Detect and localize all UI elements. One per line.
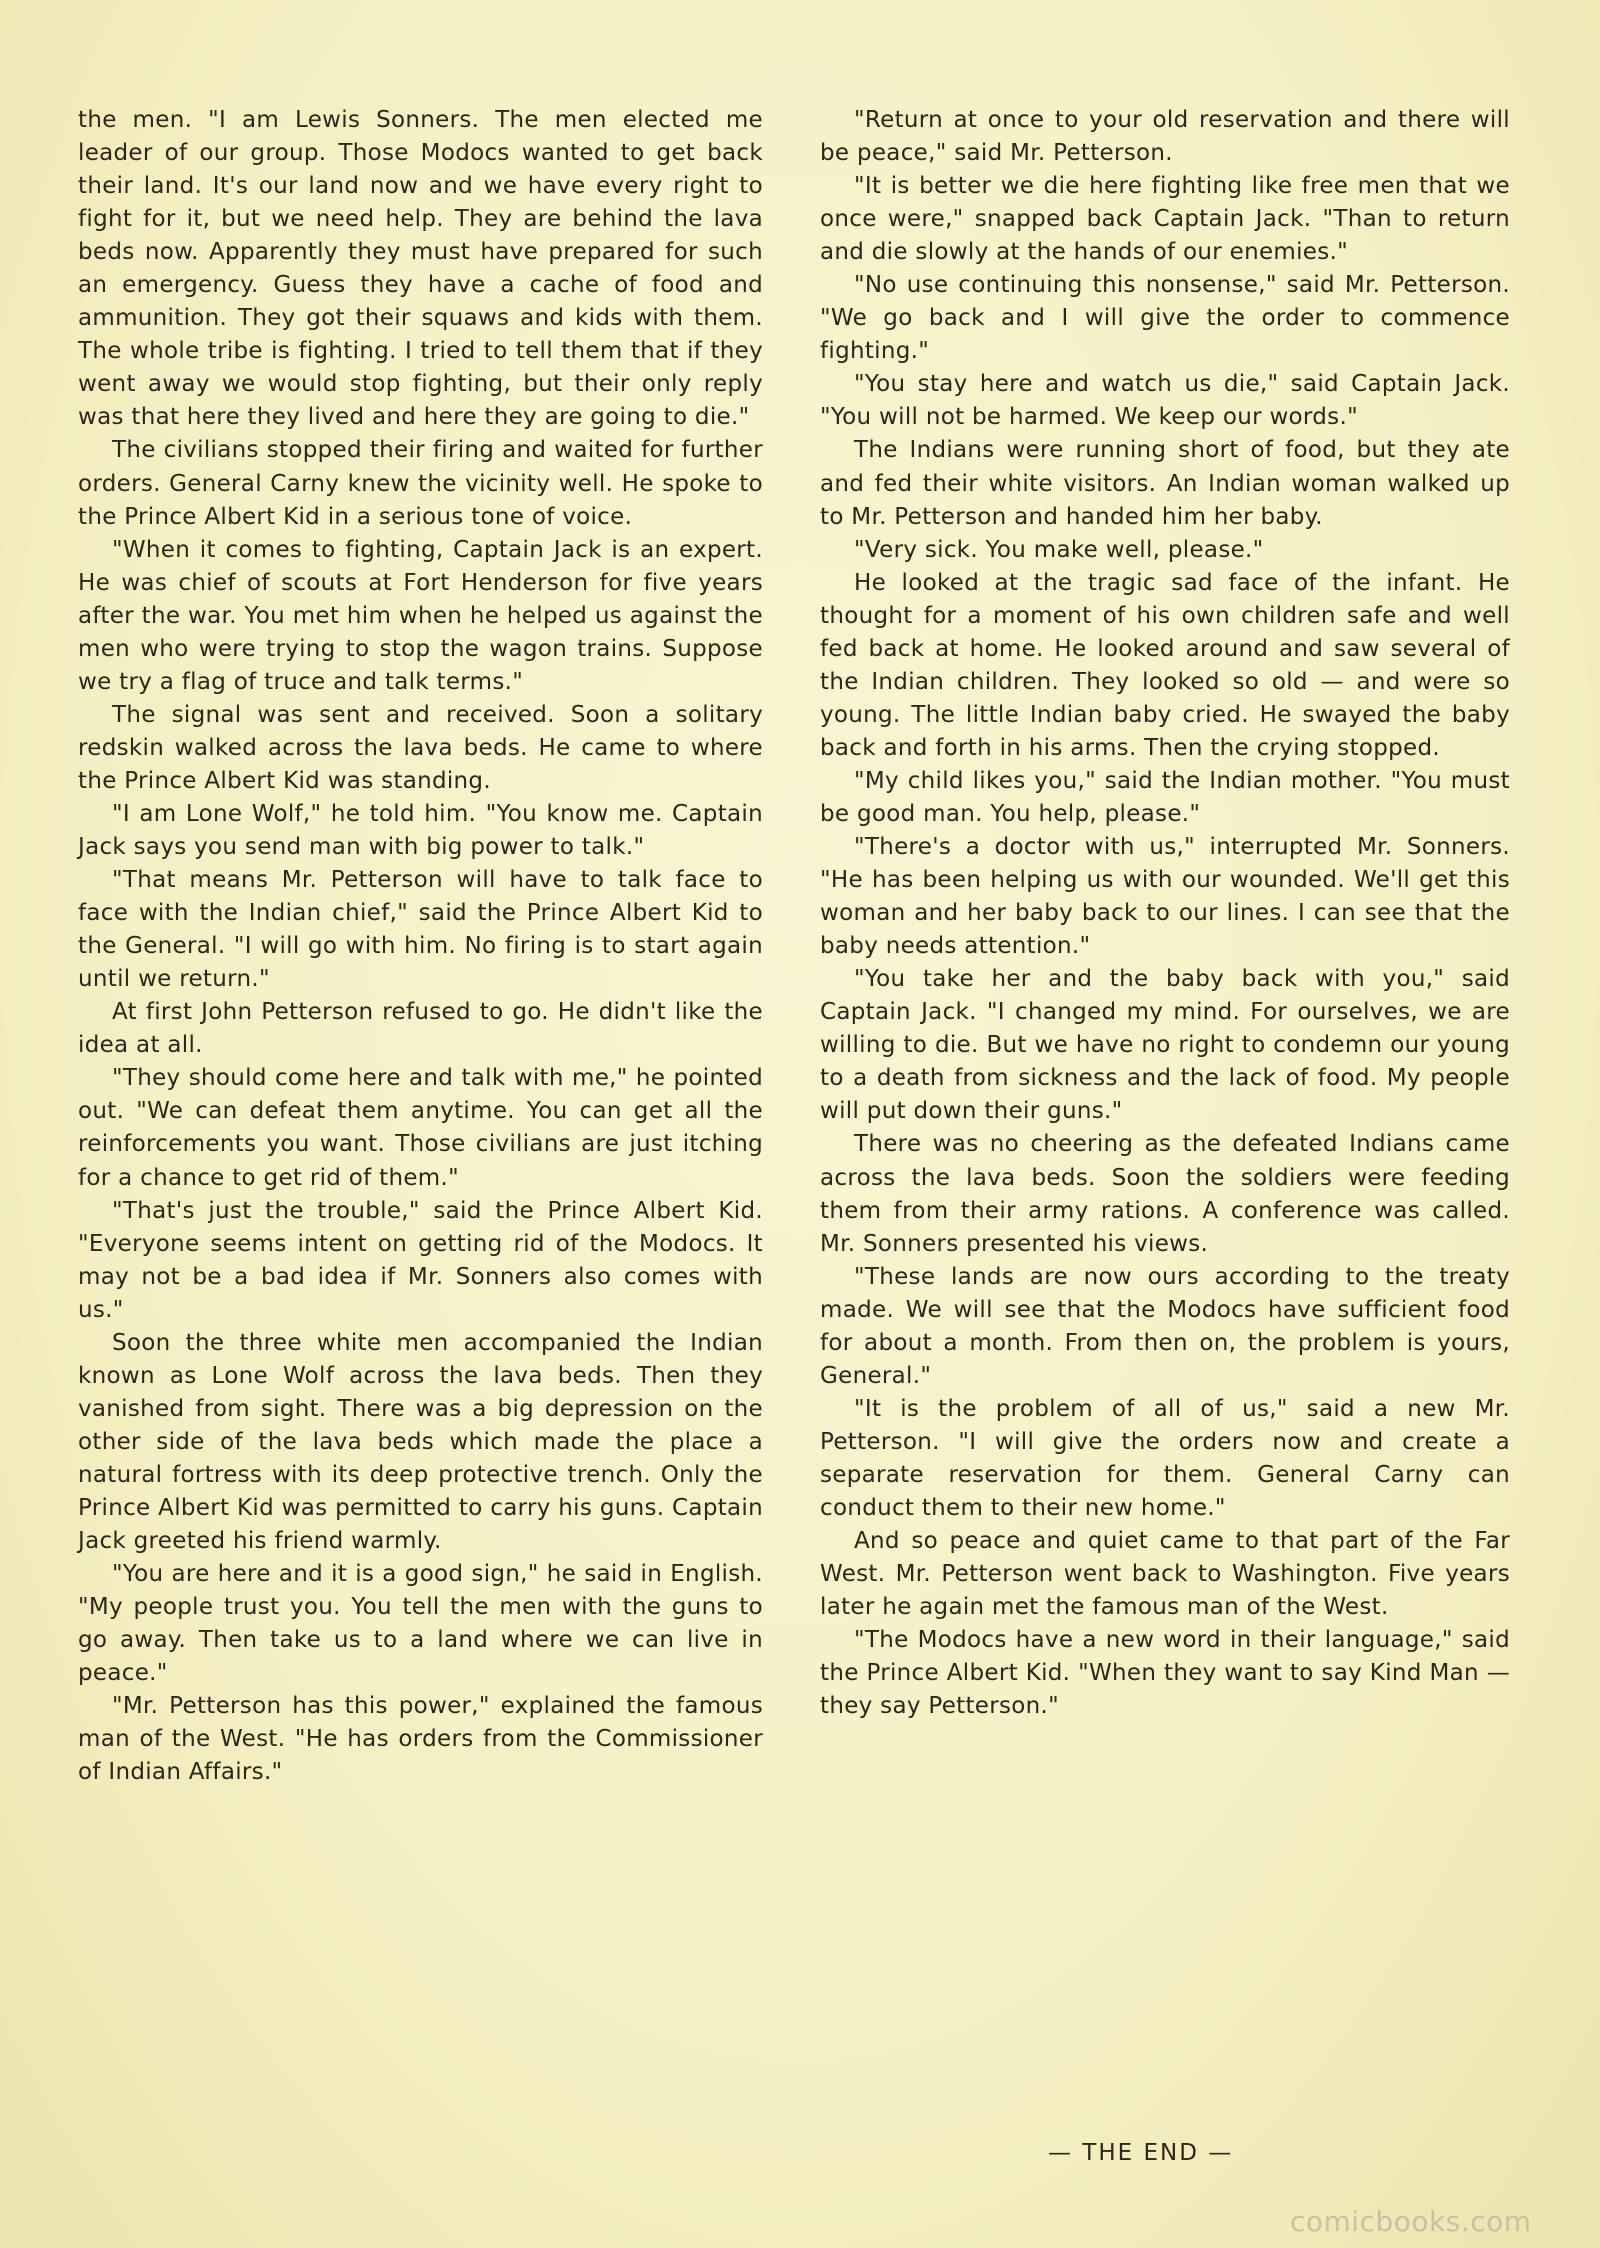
paragraph: There was no cheering as the defeated Indians came across the lava beds. Soon the soldiers were feeding them from their army rations. A conference was called. Mr. Sonners presented his views. — [820, 1131, 1510, 1257]
the-end-marker: — THE END — — [1048, 2140, 1234, 2166]
paragraph: The civilians stopped their firing and waited for further orders. General Carny knew the vicinity well. He spoke to the Prince Albert Kid in a serious tone of voice. — [78, 437, 763, 530]
paragraph: "Mr. Petterson has this power," explained the famous man of the West. "He has orders from the Commissioner of Indian Affairs." — [78, 1693, 763, 1786]
paragraph: "You are here and it is a good sign," he said in English. "My people trust you. You tell the men with the guns to go away. Then take us to a land where we can live in peace." — [78, 1561, 763, 1687]
paragraph: The signal was sent and received. Soon a solitary redskin walked across the lava beds. He came to where the Prince Albert Kid was standing. — [78, 701, 763, 794]
right-text-column — [820, 104, 1510, 1723]
paragraph: "They should come here and talk with me," he pointed out. "We can defeat them anytime. You can get all the reinforcements you want. Those civilians are just itching for a chance to get rid of them." — [78, 1065, 763, 1191]
paragraph: He looked at the tragic sad face of the infant. He thought for a moment of his own children safe and well fed back at home. He looked around and saw several of the Indian children. They looked so old — and were so young. The little Indian baby cried. He swayed the baby back and forth in his arms. Then the crying stopped. — [820, 569, 1510, 761]
paragraph: "That means Mr. Petterson will have to talk face to face with the Indian chief," said the Prince Albert Kid to the General. "I will go with him. No firing is to start again until we return." — [78, 867, 763, 993]
paragraph: "These lands are now ours according to the treaty made. We will see that the Modocs have sufficient food for about a month. From then on, the problem is yours, General." — [820, 1263, 1510, 1389]
paragraph: "It is the problem of all of us," said a new Mr. Petterson. "I will give the orders now and create a separate reservation for them. General Carny can conduct them to their new home." — [820, 1395, 1510, 1521]
paragraph: the men. "I am Lewis Sonners. The men elected me leader of our group. Those Modocs wanted to get back their land. It's our land now and we have every right to fight for it, but we need help. They are behind the lava beds now. Apparently they must have prepared for such an emergency. Guess they have a cache of food and ammunition. They got their squaws and kids with them. The whole tribe is fighting. I tried to tell them that if they went away we would stop fighting, but their only reply was that here they lived and here they are going to die." — [78, 107, 763, 431]
paragraph: "I am Lone Wolf," he told him. "You know me. Captain Jack says you send man with big power to talk." — [78, 800, 763, 861]
paragraph: "You take her and the baby back with you," said Captain Jack. "I changed my mind. For ourselves, we are willing to die. But we have no right to condemn our young to a death from sickness and the lack of food. My people will put down their guns." — [820, 966, 1510, 1125]
site-watermark: comicbooks.com — [1290, 2205, 1532, 2238]
paragraph: "That's just the trouble," said the Prince Albert Kid. "Everyone seems intent on getting rid of the Modocs. It may not be a bad idea if Mr. Sonners also comes with us." — [78, 1197, 763, 1323]
paragraph: Soon the three white men accompanied the Indian known as Lone Wolf across the lava beds. Then they vanished from sight. There was a big depression on the other side of the lava beds which made the place a natural fortress with its deep protective trench. Only the Prince Albert Kid was permitted to carry his guns. Captain Jack greeted his friend warmly. — [78, 1329, 763, 1555]
paragraph: "Very sick. You make well, please." — [854, 536, 1264, 563]
paragraph: "You stay here and watch us die," said Captain Jack. "You will not be harmed. We keep our words." — [820, 371, 1510, 431]
left-text-column — [78, 104, 763, 1789]
paragraph: "It is better we die here fighting like free men that we once were," snapped back Captain Jack. "Than to return and die slowly at the hands of our enemies." — [820, 173, 1510, 266]
paragraph: "Return at once to your old reservation and there will be peace," said Mr. Petterson. — [820, 107, 1510, 167]
paragraph: "The Modocs have a new word in their language," said the Prince Albert Kid. "When they want to say Kind Man — they say Petterson." — [820, 1627, 1510, 1720]
paragraph: At first John Petterson refused to go. He didn't like the idea at all. — [78, 999, 763, 1059]
paragraph: "My child likes you," said the Indian mother. "You must be good man. You help, please." — [820, 767, 1510, 827]
paragraph: "When it comes to fighting, Captain Jack is an expert. He was chief of scouts at Fort Henderson for five years after the war. You met him when he helped us against the men who were trying to stop the wagon trains. Suppose we try a flag of truce and talk terms." — [78, 536, 763, 695]
paragraph: "No use continuing this nonsense," said Mr. Petterson. "We go back and I will give the order to commence fighting." — [820, 272, 1510, 365]
paragraph: And so peace and quiet came to that part of the Far West. Mr. Petterson went back to Washington. Five years later he again met the famous man of the West. — [820, 1528, 1510, 1621]
paragraph: "There's a doctor with us," interrupted Mr. Sonners. "He has been helping us with our wounded. We'll get this woman and her baby back to our lines. I can see that the baby needs attention." — [820, 834, 1510, 960]
paragraph: The Indians were running short of food, but they ate and fed their white visitors. An Indian woman walked up to Mr. Petterson and handed him her baby. — [820, 437, 1510, 530]
